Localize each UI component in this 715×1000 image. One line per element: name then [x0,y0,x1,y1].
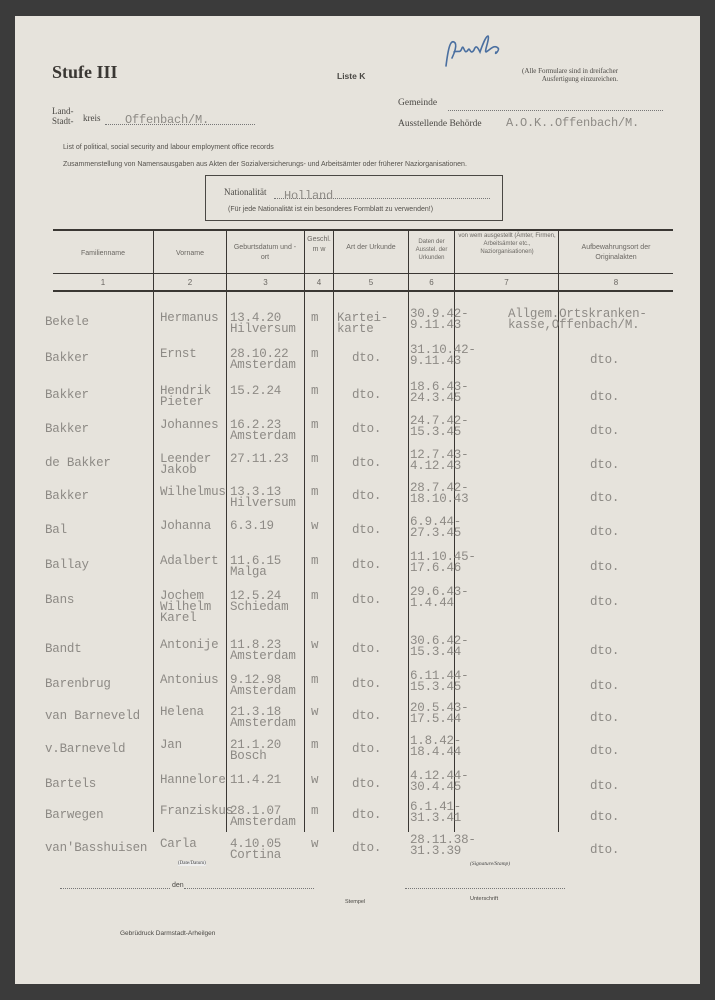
cell-sex: m [311,673,319,687]
cell-dates-line: 15.3.45 [410,425,462,439]
cell-first-line: Jakob [160,463,197,477]
cell-archive: dto. [590,390,620,404]
col-divider-2 [226,230,227,832]
cell-archive: dto. [590,679,620,693]
cell-doc-line: dto. [352,742,382,756]
cell-sex: m [311,804,319,818]
cell-birth [230,591,288,613]
cell-issuer-line: kasse,Offenbach/M. [508,318,640,332]
cell-birth-line: 9.12.98 [230,673,282,687]
note-line-2: Ausfertigung einzureichen. [541,75,619,83]
cell-dates-line: 31.3.39 [410,844,462,858]
cell-archive: dto. [590,424,620,438]
cell-dates-line: 20.5.43- [410,701,469,715]
cell-first-line: Carla [160,837,197,851]
colnum-5: 5 [368,278,374,287]
cell-archive: dto. [590,779,620,793]
cell-dates [410,835,476,857]
cell-doc [352,424,381,435]
cell-first [160,349,197,360]
cell-doc-line: dto. [352,456,382,470]
cell-birth [230,313,296,335]
header-sex: Geschl. m w [307,236,331,253]
cell-sex: w [311,773,319,787]
cell-birth-line: 11.8.23 [230,638,282,652]
cell-archive: dto. [590,491,620,505]
cell-first [160,386,211,408]
cell-surname: de Bakker [45,456,111,470]
cell-birth-line: 12.5.24 [230,589,282,603]
cell-dates-line: 15.3.45 [410,680,462,694]
cell-sex: m [311,311,319,325]
cell-surname: Barwegen [45,808,104,822]
cell-surname: Bal [45,523,67,537]
cell-surname: v.Barneveld [45,742,126,756]
cell-doc [352,353,381,364]
cell-dates-line: 6.11.44- [410,669,469,683]
cell-first [160,806,233,817]
cell-dates [410,703,468,725]
cell-dates-line: 6.9.44- [410,515,462,529]
cell-first [160,521,211,532]
cell-doc-line: dto. [352,388,382,402]
colnum-1: 1 [100,278,106,287]
cell-doc [352,525,381,536]
cell-birth-line: 6.3.19 [230,519,274,533]
cell-dates-line: 18.4.44 [410,745,462,759]
cell-doc-line: karte [337,322,374,336]
cell-birth [230,806,296,828]
cell-first [160,313,218,324]
cell-archive: dto. [590,711,620,725]
cell-doc [352,390,381,401]
cell-dates [410,450,468,472]
cell-doc [352,810,381,821]
cell-archive: dto. [590,644,620,658]
nationality-note: (Für jede Nationalität ist ein besonderes Formblatt zu verwenden!) [228,206,434,213]
cell-surname: van Barneveld [45,709,140,723]
nationality-box [205,175,503,221]
date-field [184,888,314,889]
cell-birth-line: 13.4.20 [230,311,282,325]
cell-issuer-line: Allgem.Ortskranken- [508,307,647,321]
cell-archive: dto. [590,560,620,574]
cell-birth-line: Cortina [230,848,282,862]
cell-doc-line: dto. [352,351,382,365]
cell-dates-line: 9.11.43 [410,354,462,368]
cell-birth-line: 27.11.23 [230,452,289,466]
cell-dates-line: 1.4.44 [410,596,454,610]
colnum-2: 2 [187,278,193,287]
cell-dates [410,309,468,331]
stage-title: Stufe III [52,62,118,82]
cell-birth-line: Amsterdam [230,684,296,698]
header-issuer: von wem ausgestellt (Ämter, Firmen, Arbeitsämter etc., Naziorganisationen) [458,233,556,255]
nationality-field [274,186,490,203]
cell-first-line: Wilhelmus [160,485,226,499]
cell-dates [410,736,461,758]
cell-issuer [508,309,647,331]
cell-dates-line: 12.7.43- [410,448,469,462]
date-caption: (Date/Datum) [178,861,206,866]
cell-surname: Bartels [45,777,97,791]
cell-birth-line: 13.3.13 [230,485,282,499]
cell-first [160,740,182,751]
cell-sex: w [311,638,319,652]
subtitle-german: Zusammenstellung von Namensausgaben aus Akten der Sozialversicherungs- und Arbeitsämter oder früherer Naziorganisationen. [63,161,467,168]
cell-sex: m [311,384,319,398]
cell-birth-line: Hilversum [230,322,296,336]
cell-birth [230,707,296,729]
cell-dates-line: 18.10.43 [410,492,469,506]
nationality-value: Holland [284,189,334,203]
colnum-4: 4 [316,278,322,287]
cell-first-line: Helena [160,705,204,719]
cell-birth [230,556,281,578]
table-header-bottom [53,290,673,292]
cell-dates [410,517,461,539]
colnum-3: 3 [263,278,268,287]
printer-imprint: Gebrüdruck Darmstadt-Arheilgen [120,930,216,937]
place-field [60,888,170,889]
cell-surname: van'Basshuisen [45,841,148,855]
signature-label: Unterschrift [470,896,499,902]
cell-doc-line: Kartei- [337,311,389,325]
col-divider-1 [153,230,154,832]
cell-birth-line: Malga [230,565,267,579]
cell-dates-line: 30.9.42- [410,307,469,321]
cell-first-line: Wilhelm [160,600,212,614]
cell-dates [410,671,468,693]
cell-birth-line: Amsterdam [230,358,296,372]
cell-birth [230,640,296,662]
cell-birth-line: 21.1.20 [230,738,282,752]
subtitle-english: List of political, social security and labour employment office records [63,144,274,151]
cell-sex: m [311,418,319,432]
cell-sex: m [311,554,319,568]
cell-archive: dto. [590,744,620,758]
cell-first [160,454,211,476]
stamp-label: Stempel [345,899,366,905]
cell-doc-line: dto. [352,808,382,822]
cell-surname: Bandt [45,642,82,656]
cell-birth [230,521,274,532]
cell-dates-line: 30.4.45 [410,780,462,794]
cell-doc-line: dto. [352,489,382,503]
signature-field [405,888,565,889]
cell-sex: w [311,705,319,719]
cell-doc-line: dto. [352,841,382,855]
cell-dates-line: 27.3.45 [410,526,462,540]
cell-dates [410,771,468,793]
cell-birth [230,740,281,762]
cell-dates-line: 31.10.42- [410,343,476,357]
cell-doc [352,779,381,790]
header-document-type: Art der Urkunde [346,244,396,251]
table-header-divider [53,273,673,274]
cell-doc [352,560,381,571]
cell-dates [410,345,476,367]
cell-first [160,775,226,786]
cell-doc-line: dto. [352,422,382,436]
cell-birth [230,349,296,371]
cell-dates-line: 24.7.42- [410,414,469,428]
cell-archive: dto. [590,458,620,472]
cell-first [160,675,218,686]
cell-sex: m [311,485,319,499]
cell-first-line: Karel [160,611,197,625]
cell-birth [230,420,296,442]
cell-first-line: Hannelore [160,773,226,787]
cell-first-line: Johanna [160,519,212,533]
cell-doc-line: dto. [352,777,382,791]
cell-doc [352,595,381,606]
cell-first-line: Pieter [160,395,204,409]
cell-first [160,707,204,718]
cell-dates [410,483,468,505]
cell-birth-line: Bosch [230,749,267,763]
cell-birth [230,839,281,861]
cell-doc-line: dto. [352,523,382,537]
cell-dates-line: 17.6.46 [410,561,462,575]
cell-doc [352,491,381,502]
cell-dates [410,416,468,438]
cell-first-line: Antonius [160,673,219,687]
cell-dates-line: 4.12.44- [410,769,469,783]
cell-sex: m [311,452,319,466]
district-suffix: kreis [83,113,101,123]
cell-dates-line: 28.11.38- [410,833,476,847]
cell-first-line: Ernst [160,347,197,361]
cell-first-line: Leender [160,452,212,466]
cell-doc [352,711,381,722]
cell-birth-line: 4.10.05 [230,837,282,851]
cell-dates [410,382,468,404]
colnum-8: 8 [613,278,619,287]
cell-doc [337,313,388,335]
cell-dates [410,552,476,574]
cell-first-line: Franziskus [160,804,234,818]
table-top-border [53,229,673,231]
cell-birth-line: 28.10.22 [230,347,289,361]
cell-first [160,420,218,431]
cell-first-line: Jan [160,738,182,752]
cell-birth-line: 15.2.24 [230,384,282,398]
cell-doc [352,744,381,755]
district-field [105,110,255,125]
cell-birth [230,487,296,509]
cell-birth-line: 16.2.23 [230,418,282,432]
cell-surname: Bekele [45,315,89,329]
cell-doc-line: dto. [352,709,382,723]
cell-birth-line: Schiedam [230,600,289,614]
municipality-field [448,100,663,111]
cell-first [160,591,211,624]
cell-birth-line: 21.3.18 [230,705,282,719]
cell-sex: m [311,738,319,752]
cell-surname: Bakker [45,351,89,365]
header-birth: Geburtsdatum und -ort [233,244,297,261]
cell-dates-line: 30.6.42- [410,634,469,648]
cell-dates-line: 17.5.44 [410,712,462,726]
cell-dates-line: 29.6.43- [410,585,469,599]
header-issue-dates: Daten der Ausstel. der Urkunden [415,239,448,261]
cell-doc [352,644,381,655]
cell-doc-line: dto. [352,677,382,691]
cell-first [160,556,218,567]
cell-surname: Barenbrug [45,677,111,691]
header-archive: Aufbewahrungsort der Originalakten [581,244,651,261]
cell-first [160,640,218,651]
issuing-authority-label: Ausstellende Behörde [398,119,482,129]
cell-doc [352,679,381,690]
cell-birth [230,675,296,697]
cell-birth-line: Amsterdam [230,716,296,730]
cell-dates-line: 9.11.43 [410,318,462,332]
note-line-1: (Alle Formulare sind in dreifacher [522,67,619,75]
cell-surname: Bakker [45,489,89,503]
cell-birth [230,386,281,397]
cell-sex: m [311,589,319,603]
header-surname: Familienname [81,250,125,257]
nationality-label: Nationalität [224,187,267,197]
colnum-7: 7 [504,278,509,287]
cell-surname: Bans [45,593,75,607]
cell-surname: Ballay [45,558,89,572]
cell-sex: w [311,837,319,851]
cell-first-line: Antonije [160,638,219,652]
cell-birth-line: Amsterdam [230,649,296,663]
cell-birth-line: Hilversum [230,496,296,510]
cell-first-line: Jochem [160,589,204,603]
cell-dates-line: 6.1.41- [410,800,462,814]
colnum-6: 6 [429,278,434,287]
list-label: Liste K [337,71,366,81]
cell-sex: m [311,347,319,361]
cell-birth-line: 28.1.07 [230,804,282,818]
cell-first [160,487,226,498]
cell-birth-line: Amsterdam [230,429,296,443]
cell-first-line: Adalbert [160,554,219,568]
cell-birth-line: Amsterdam [230,815,296,829]
cell-archive: dto. [590,810,620,824]
cell-sex: w [311,519,319,533]
cell-first-line: Hendrik [160,384,212,398]
cell-dates [410,802,461,824]
col-divider-4 [333,230,334,832]
cell-first [160,839,197,850]
cell-birth [230,775,281,786]
col-divider-3 [304,230,305,832]
cell-doc-line: dto. [352,558,382,572]
cell-doc-line: dto. [352,642,382,656]
cell-doc [352,843,381,854]
cell-dates-line: 18.6.43- [410,380,469,394]
cell-archive: dto. [590,595,620,609]
cell-dates [410,636,468,658]
cell-archive: dto. [590,843,620,857]
cell-dates-line: 4.12.43 [410,459,462,473]
district-label-stadt: Stadt- [52,116,74,126]
cell-archive: dto. [590,525,620,539]
district-label-land: Land- [52,106,74,116]
cell-birth-line: 11.6.15 [230,554,282,568]
signature-caption: (Signature/Stamp) [470,861,511,867]
cell-dates-line: 28.7.42- [410,481,469,495]
cell-doc [352,458,381,469]
handwritten-signature-icon [440,30,510,70]
cell-doc-line: dto. [352,593,382,607]
municipality-label: Gemeinde [398,98,438,108]
cell-first-line: Hermanus [160,311,219,325]
issuing-authority-value: A.O.K..Offenbach/M. [506,116,640,130]
district-value: Offenbach/M. [125,113,210,127]
cell-archive: dto. [590,353,620,367]
cell-dates-line: 15.3.44 [410,645,462,659]
header-firstname: Vorname [175,250,205,257]
cell-dates-line: 24.3.45 [410,391,462,405]
cell-first-line: Johannes [160,418,219,432]
cell-dates-line: 11.10.45- [410,550,476,564]
cell-dates-line: 31.3.41 [410,811,462,825]
cell-surname: Bakker [45,422,89,436]
cell-birth-line: 11.4.21 [230,773,282,787]
cell-dates [410,587,468,609]
cell-surname: Bakker [45,388,89,402]
cell-birth [230,454,288,465]
den-label: den [172,882,184,889]
cell-dates-line: 1.8.42- [410,734,462,748]
